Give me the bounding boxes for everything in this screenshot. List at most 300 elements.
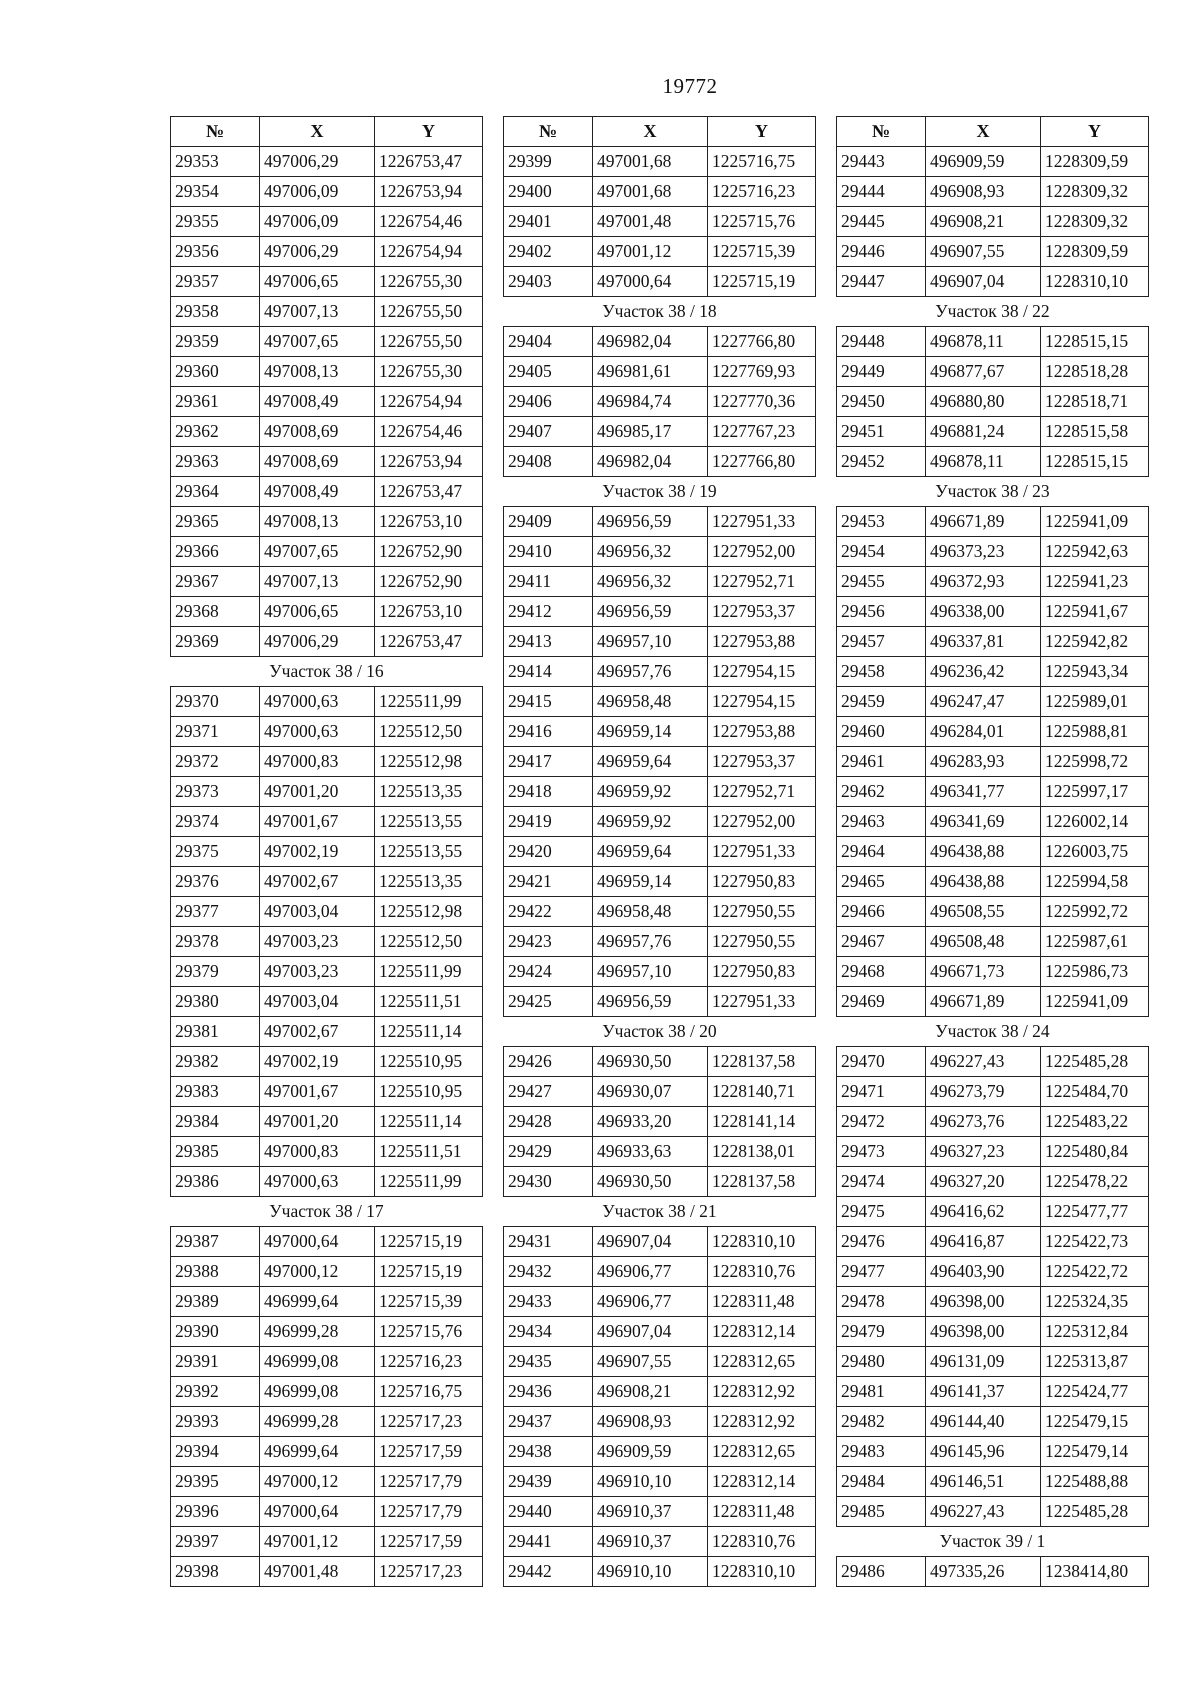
x-coordinate: 497006,29	[260, 627, 375, 657]
x-coordinate: 496959,64	[593, 837, 708, 867]
point-number: 29483	[837, 1437, 926, 1467]
table-row	[504, 1497, 816, 1527]
x-coordinate: 496907,55	[926, 237, 1041, 267]
x-coordinate: 497000,64	[260, 1497, 375, 1527]
x-coordinate: 496671,89	[926, 507, 1041, 537]
y-coordinate: 1228312,14	[708, 1317, 816, 1347]
point-number: 29393	[171, 1407, 260, 1437]
y-coordinate: 1228310,10	[708, 1557, 816, 1587]
table-row	[504, 1467, 816, 1497]
table-row	[504, 1557, 816, 1587]
point-number: 29431	[504, 1227, 593, 1257]
header-x: X	[593, 117, 708, 147]
table-row	[171, 1437, 483, 1467]
y-coordinate: 1227954,15	[708, 657, 816, 687]
y-coordinate: 1228309,59	[1041, 147, 1149, 177]
y-coordinate: 1225324,35	[1041, 1287, 1149, 1317]
x-coordinate: 496273,79	[926, 1077, 1041, 1107]
table-row	[837, 957, 1149, 987]
point-number: 29457	[837, 627, 926, 657]
point-number: 29442	[504, 1557, 593, 1587]
table-row	[837, 1377, 1149, 1407]
point-number: 29428	[504, 1107, 593, 1137]
y-coordinate: 1225943,34	[1041, 657, 1149, 687]
x-coordinate: 496957,76	[593, 927, 708, 957]
x-coordinate: 496909,59	[926, 147, 1041, 177]
x-coordinate: 497003,23	[260, 927, 375, 957]
x-coordinate: 496956,32	[593, 537, 708, 567]
table-row	[837, 1407, 1149, 1437]
point-number: 29421	[504, 867, 593, 897]
x-coordinate: 496373,23	[926, 537, 1041, 567]
table-row	[837, 867, 1149, 897]
table-row	[171, 387, 483, 417]
x-coordinate: 497008,13	[260, 357, 375, 387]
point-number: 29456	[837, 597, 926, 627]
x-coordinate: 497000,12	[260, 1257, 375, 1287]
point-number: 29450	[837, 387, 926, 417]
table-row	[837, 1437, 1149, 1467]
x-coordinate: 496131,09	[926, 1347, 1041, 1377]
point-number: 29368	[171, 597, 260, 627]
point-number: 29425	[504, 987, 593, 1017]
table-row	[171, 717, 483, 747]
point-number: 29389	[171, 1287, 260, 1317]
x-coordinate: 496999,64	[260, 1287, 375, 1317]
table-row	[837, 657, 1149, 687]
y-coordinate: 1225987,61	[1041, 927, 1149, 957]
point-number: 29404	[504, 327, 593, 357]
y-coordinate: 1226753,10	[375, 597, 483, 627]
point-number: 29375	[171, 837, 260, 867]
table-row	[837, 567, 1149, 597]
section-label: Участок 38 / 18	[504, 297, 816, 327]
point-number: 29424	[504, 957, 593, 987]
section-label: Участок 38 / 21	[504, 1197, 816, 1227]
y-coordinate: 1225942,82	[1041, 627, 1149, 657]
table-row	[171, 927, 483, 957]
section-row	[171, 657, 483, 687]
y-coordinate: 1225483,22	[1041, 1107, 1149, 1137]
header-x: X	[926, 117, 1041, 147]
x-coordinate: 497001,20	[260, 777, 375, 807]
point-number: 29406	[504, 387, 593, 417]
table-row	[837, 1317, 1149, 1347]
section-row	[504, 477, 816, 507]
header-number: №	[837, 117, 926, 147]
y-coordinate: 1228312,65	[708, 1347, 816, 1377]
x-coordinate: 496227,43	[926, 1047, 1041, 1077]
y-coordinate: 1228312,92	[708, 1377, 816, 1407]
point-number: 29478	[837, 1287, 926, 1317]
point-number: 29374	[171, 807, 260, 837]
table-row	[504, 837, 816, 867]
x-coordinate: 497002,19	[260, 837, 375, 867]
point-number: 29422	[504, 897, 593, 927]
x-coordinate: 496372,93	[926, 567, 1041, 597]
table-row	[837, 177, 1149, 207]
point-number: 29463	[837, 807, 926, 837]
table-row	[504, 927, 816, 957]
table-row	[504, 627, 816, 657]
point-number: 29453	[837, 507, 926, 537]
x-coordinate: 496907,04	[593, 1317, 708, 1347]
x-coordinate: 496908,21	[593, 1377, 708, 1407]
y-coordinate: 1226755,30	[375, 267, 483, 297]
x-coordinate: 496956,32	[593, 567, 708, 597]
table-row	[504, 597, 816, 627]
table-row	[837, 597, 1149, 627]
point-number: 29445	[837, 207, 926, 237]
header-number: №	[171, 117, 260, 147]
y-coordinate: 1225715,39	[375, 1287, 483, 1317]
x-coordinate: 496227,43	[926, 1497, 1041, 1527]
point-number: 29461	[837, 747, 926, 777]
point-number: 29432	[504, 1257, 593, 1287]
table-row	[504, 537, 816, 567]
table-row	[504, 1287, 816, 1317]
table-row	[504, 147, 816, 177]
y-coordinate: 1227950,83	[708, 867, 816, 897]
y-coordinate: 1225512,98	[375, 897, 483, 927]
point-number: 29394	[171, 1437, 260, 1467]
x-coordinate: 497000,64	[593, 267, 708, 297]
table-row	[504, 1167, 816, 1197]
x-coordinate: 496906,77	[593, 1287, 708, 1317]
x-coordinate: 497000,63	[260, 687, 375, 717]
y-coordinate: 1225511,51	[375, 1137, 483, 1167]
y-coordinate: 1225511,99	[375, 687, 483, 717]
x-coordinate: 496398,00	[926, 1287, 1041, 1317]
point-number: 29438	[504, 1437, 593, 1467]
y-coordinate: 1225484,70	[1041, 1077, 1149, 1107]
header-x: X	[260, 117, 375, 147]
point-number: 29464	[837, 837, 926, 867]
point-number: 29466	[837, 897, 926, 927]
coordinates-table-column-2	[503, 116, 816, 1587]
y-coordinate: 1225941,09	[1041, 987, 1149, 1017]
y-coordinate: 1228137,58	[708, 1047, 816, 1077]
table-row	[837, 1077, 1149, 1107]
table-row	[171, 537, 483, 567]
point-number: 29378	[171, 927, 260, 957]
table-header-row	[837, 117, 1149, 147]
x-coordinate: 496985,17	[593, 417, 708, 447]
table-row	[171, 747, 483, 777]
x-coordinate: 496930,50	[593, 1167, 708, 1197]
point-number: 29388	[171, 1257, 260, 1287]
point-number: 29455	[837, 567, 926, 597]
point-number: 29355	[171, 207, 260, 237]
table-row	[504, 657, 816, 687]
point-number: 29390	[171, 1317, 260, 1347]
point-number: 29429	[504, 1137, 593, 1167]
x-coordinate: 496999,08	[260, 1377, 375, 1407]
x-coordinate: 496877,67	[926, 357, 1041, 387]
x-coordinate: 497002,67	[260, 867, 375, 897]
point-number: 29370	[171, 687, 260, 717]
x-coordinate: 497001,67	[260, 807, 375, 837]
y-coordinate: 1227951,33	[708, 837, 816, 867]
y-coordinate: 1225715,19	[708, 267, 816, 297]
table-row	[837, 537, 1149, 567]
y-coordinate: 1226752,90	[375, 537, 483, 567]
x-coordinate: 496982,04	[593, 447, 708, 477]
table-row	[837, 1497, 1149, 1527]
table-row	[171, 1497, 483, 1527]
x-coordinate: 496403,90	[926, 1257, 1041, 1287]
point-number: 29408	[504, 447, 593, 477]
y-coordinate: 1225941,67	[1041, 597, 1149, 627]
y-coordinate: 1225479,15	[1041, 1407, 1149, 1437]
table-row	[171, 297, 483, 327]
y-coordinate: 1225312,84	[1041, 1317, 1149, 1347]
y-coordinate: 1228310,10	[1041, 267, 1149, 297]
x-coordinate: 496957,76	[593, 657, 708, 687]
table-row	[504, 777, 816, 807]
y-coordinate: 1227953,88	[708, 627, 816, 657]
table-row	[171, 237, 483, 267]
x-coordinate: 497002,19	[260, 1047, 375, 1077]
table-row	[837, 327, 1149, 357]
table-row	[837, 147, 1149, 177]
point-number: 29385	[171, 1137, 260, 1167]
table-row	[504, 1407, 816, 1437]
point-number: 29360	[171, 357, 260, 387]
point-number: 29384	[171, 1107, 260, 1137]
x-coordinate: 496236,42	[926, 657, 1041, 687]
table-row	[837, 417, 1149, 447]
table-row	[171, 597, 483, 627]
point-number: 29382	[171, 1047, 260, 1077]
point-number: 29451	[837, 417, 926, 447]
point-number: 29381	[171, 1017, 260, 1047]
table-row	[171, 177, 483, 207]
x-coordinate: 496981,61	[593, 357, 708, 387]
x-coordinate: 496145,96	[926, 1437, 1041, 1467]
y-coordinate: 1226755,30	[375, 357, 483, 387]
point-number: 29446	[837, 237, 926, 267]
y-coordinate: 1225513,55	[375, 807, 483, 837]
x-coordinate: 496999,08	[260, 1347, 375, 1377]
table-row	[504, 1107, 816, 1137]
x-coordinate: 496907,04	[926, 267, 1041, 297]
table-row	[504, 1047, 816, 1077]
table-row	[837, 237, 1149, 267]
point-number: 29361	[171, 387, 260, 417]
y-coordinate: 1228310,76	[708, 1257, 816, 1287]
section-label: Участок 38 / 24	[837, 1017, 1149, 1047]
point-number: 29486	[837, 1557, 926, 1587]
coordinates-table	[836, 116, 1149, 1587]
y-coordinate: 1225513,35	[375, 867, 483, 897]
y-coordinate: 1225989,01	[1041, 687, 1149, 717]
point-number: 29372	[171, 747, 260, 777]
point-number: 29423	[504, 927, 593, 957]
y-coordinate: 1225998,72	[1041, 747, 1149, 777]
y-coordinate: 1225716,23	[708, 177, 816, 207]
point-number: 29452	[837, 447, 926, 477]
y-coordinate: 1225715,76	[375, 1317, 483, 1347]
x-coordinate: 496999,64	[260, 1437, 375, 1467]
y-coordinate: 1225941,23	[1041, 567, 1149, 597]
x-coordinate: 497007,13	[260, 297, 375, 327]
y-coordinate: 1225717,59	[375, 1527, 483, 1557]
y-coordinate: 1226753,10	[375, 507, 483, 537]
point-number: 29357	[171, 267, 260, 297]
y-coordinate: 1227950,55	[708, 927, 816, 957]
table-row	[504, 447, 816, 477]
table-row	[837, 897, 1149, 927]
y-coordinate: 1227952,71	[708, 567, 816, 597]
point-number: 29419	[504, 807, 593, 837]
y-coordinate: 1225488,88	[1041, 1467, 1149, 1497]
point-number: 29364	[171, 477, 260, 507]
point-number: 29434	[504, 1317, 593, 1347]
point-number: 29416	[504, 717, 593, 747]
x-coordinate: 497008,69	[260, 447, 375, 477]
x-coordinate: 497002,67	[260, 1017, 375, 1047]
page-number: 19772	[662, 74, 718, 98]
section-label: Участок 38 / 23	[837, 477, 1149, 507]
x-coordinate: 496144,40	[926, 1407, 1041, 1437]
section-label: Участок 39 / 1	[837, 1527, 1149, 1557]
table-row	[171, 987, 483, 1017]
table-row	[837, 507, 1149, 537]
x-coordinate: 496141,37	[926, 1377, 1041, 1407]
point-number: 29363	[171, 447, 260, 477]
x-coordinate: 497000,83	[260, 1137, 375, 1167]
y-coordinate: 1225986,73	[1041, 957, 1149, 987]
point-number: 29433	[504, 1287, 593, 1317]
table-row	[504, 897, 816, 927]
y-coordinate: 1227953,37	[708, 747, 816, 777]
y-coordinate: 1226755,50	[375, 297, 483, 327]
x-coordinate: 496956,59	[593, 507, 708, 537]
section-row	[171, 1197, 483, 1227]
x-coordinate: 496958,48	[593, 897, 708, 927]
table-row	[171, 1257, 483, 1287]
y-coordinate: 1228312,92	[708, 1407, 816, 1437]
table-row	[504, 177, 816, 207]
table-row	[837, 1107, 1149, 1137]
point-number: 29476	[837, 1227, 926, 1257]
y-coordinate: 1225512,50	[375, 927, 483, 957]
x-coordinate: 497006,65	[260, 267, 375, 297]
point-number: 29458	[837, 657, 926, 687]
y-coordinate: 1225715,19	[375, 1257, 483, 1287]
y-coordinate: 1228140,71	[708, 1077, 816, 1107]
x-coordinate: 496247,47	[926, 687, 1041, 717]
x-coordinate: 497001,48	[593, 207, 708, 237]
y-coordinate: 1225716,75	[375, 1377, 483, 1407]
table-row	[837, 387, 1149, 417]
table-row	[837, 1227, 1149, 1257]
y-coordinate: 1225715,39	[708, 237, 816, 267]
x-coordinate: 497006,09	[260, 207, 375, 237]
x-coordinate: 496957,10	[593, 627, 708, 657]
table-row	[171, 507, 483, 537]
section-label: Участок 38 / 20	[504, 1017, 816, 1047]
y-coordinate: 1226752,90	[375, 567, 483, 597]
table-row	[837, 1047, 1149, 1077]
point-number: 29369	[171, 627, 260, 657]
x-coordinate: 496337,81	[926, 627, 1041, 657]
x-coordinate: 497006,65	[260, 597, 375, 627]
point-number: 29391	[171, 1347, 260, 1377]
table-row	[171, 417, 483, 447]
y-coordinate: 1227953,37	[708, 597, 816, 627]
x-coordinate: 496959,14	[593, 867, 708, 897]
y-coordinate: 1228515,15	[1041, 327, 1149, 357]
table-row	[171, 1317, 483, 1347]
point-number: 29367	[171, 567, 260, 597]
y-coordinate: 1226753,47	[375, 147, 483, 177]
point-number: 29399	[504, 147, 593, 177]
y-coordinate: 1228311,48	[708, 1287, 816, 1317]
table-row	[837, 837, 1149, 867]
point-number: 29443	[837, 147, 926, 177]
header-y: Y	[708, 117, 816, 147]
y-coordinate: 1225717,79	[375, 1497, 483, 1527]
y-coordinate: 1226753,47	[375, 477, 483, 507]
x-coordinate: 496910,37	[593, 1527, 708, 1557]
table-row	[504, 327, 816, 357]
point-number: 29459	[837, 687, 926, 717]
coordinates-table-column-3	[836, 116, 1149, 1587]
point-number: 29420	[504, 837, 593, 867]
x-coordinate: 497000,63	[260, 717, 375, 747]
y-coordinate: 1227770,36	[708, 387, 816, 417]
table-row	[837, 1197, 1149, 1227]
x-coordinate: 496416,87	[926, 1227, 1041, 1257]
point-number: 29353	[171, 147, 260, 177]
y-coordinate: 1226755,50	[375, 327, 483, 357]
table-row	[171, 147, 483, 177]
table-row	[837, 1557, 1149, 1587]
point-number: 29407	[504, 417, 593, 447]
y-coordinate: 1227952,71	[708, 777, 816, 807]
table-row	[837, 807, 1149, 837]
y-coordinate: 1227950,55	[708, 897, 816, 927]
x-coordinate: 497001,20	[260, 1107, 375, 1137]
coordinates-table	[503, 116, 816, 1587]
point-number: 29377	[171, 897, 260, 927]
x-coordinate: 496284,01	[926, 717, 1041, 747]
x-coordinate: 497000,83	[260, 747, 375, 777]
x-coordinate: 497006,29	[260, 147, 375, 177]
point-number: 29412	[504, 597, 593, 627]
y-coordinate: 1225942,63	[1041, 537, 1149, 567]
x-coordinate: 496880,80	[926, 387, 1041, 417]
y-coordinate: 1225715,19	[375, 1227, 483, 1257]
table-row	[504, 867, 816, 897]
point-number: 29358	[171, 297, 260, 327]
x-coordinate: 496671,73	[926, 957, 1041, 987]
table-row	[504, 687, 816, 717]
y-coordinate: 1225511,99	[375, 1167, 483, 1197]
y-coordinate: 1226003,75	[1041, 837, 1149, 867]
y-coordinate: 1225422,72	[1041, 1257, 1149, 1287]
y-coordinate: 1225422,73	[1041, 1227, 1149, 1257]
y-coordinate: 1225477,77	[1041, 1197, 1149, 1227]
point-number: 29462	[837, 777, 926, 807]
table-row	[837, 1167, 1149, 1197]
x-coordinate: 496146,51	[926, 1467, 1041, 1497]
y-coordinate: 1227953,88	[708, 717, 816, 747]
table-row	[504, 1077, 816, 1107]
point-number: 29398	[171, 1557, 260, 1587]
